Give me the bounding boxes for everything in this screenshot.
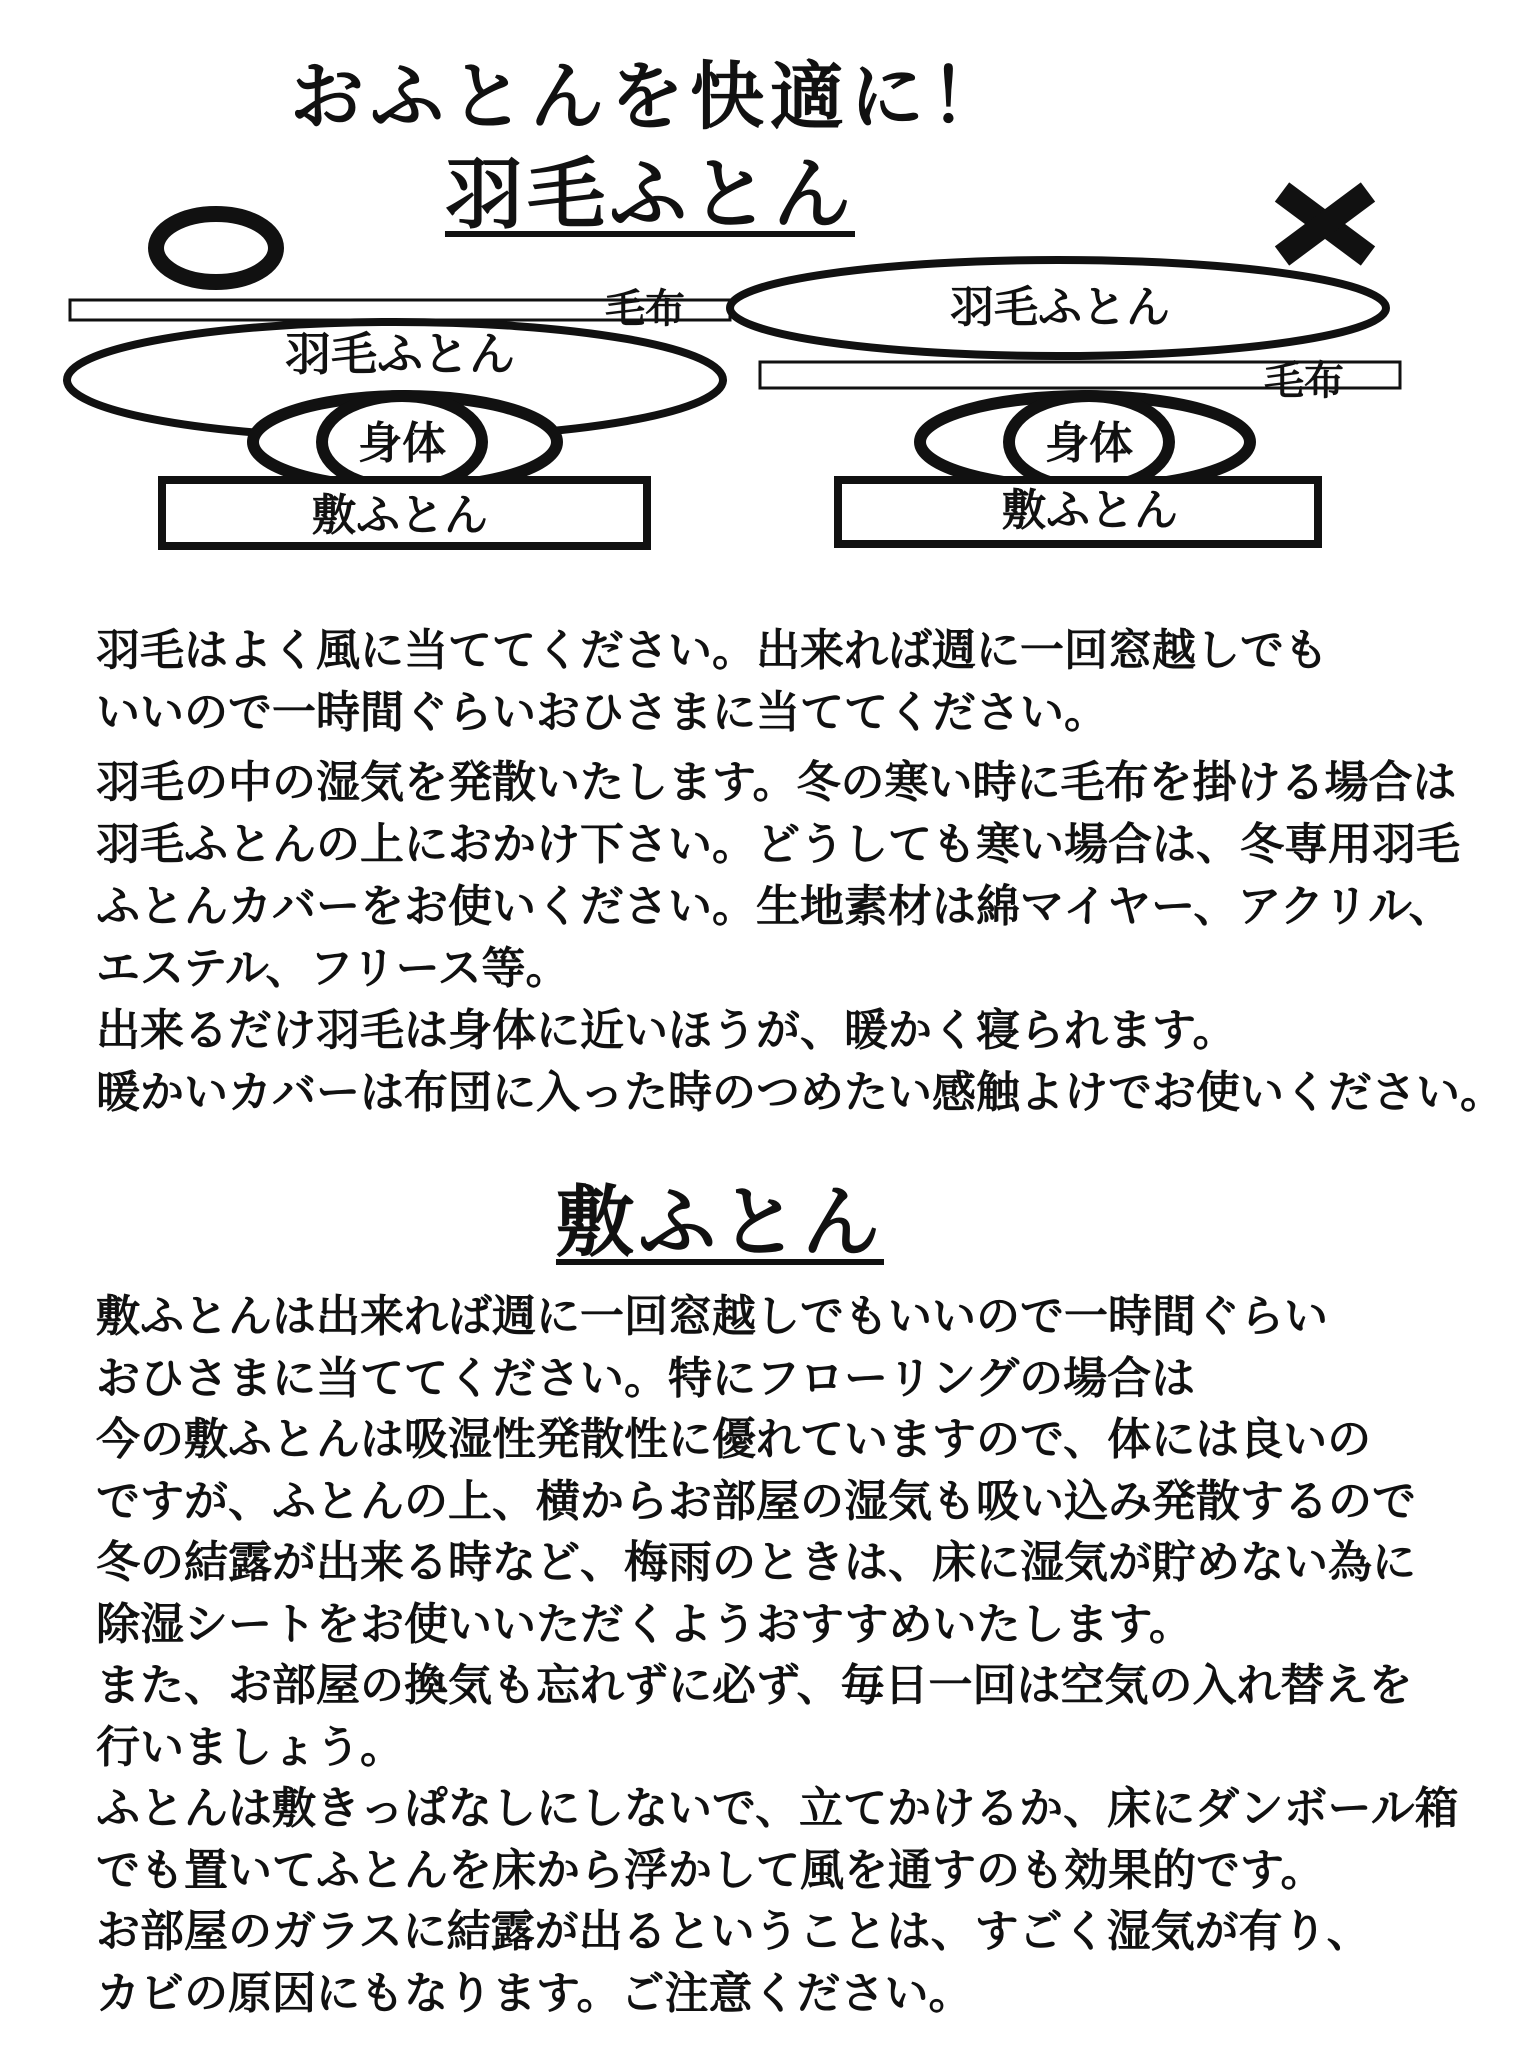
correct-layering-diagram xyxy=(67,214,730,546)
text-line: カビの原因にもなります。ご注意ください。 xyxy=(96,1967,973,2019)
down-futon-label: 羽毛ふとん xyxy=(285,327,515,381)
text-line: また、お部屋の換気も忘れずに必ず、毎日一回は空気の入れ替えを xyxy=(96,1660,1413,1711)
text-line: 羽毛はよく風に当ててください。出来れば週に一回窓越しでも xyxy=(96,625,1328,676)
shiki-futon-label: 敷ふとん xyxy=(1002,485,1178,536)
down-care-intro xyxy=(96,620,1516,744)
text-line: おひさまに当ててください。特にフローリングの場合は xyxy=(96,1352,1196,1404)
text-line: 行いましょう。 xyxy=(96,1721,404,1773)
text-line: ですが、ふとんの上、横からお部屋の湿気も吸い込み発散するので xyxy=(96,1475,1416,1527)
incorrect-mark-icon xyxy=(1282,192,1368,256)
shiki-care-text xyxy=(96,1286,1516,2024)
blanket-label: 毛布 xyxy=(605,285,685,332)
text-line: お部屋のガラスに結露が出るということは、すごく湿気が有り、 xyxy=(96,1906,1371,1957)
down-futon-heading: 羽毛ふとん xyxy=(444,149,855,240)
shiki-futon-label: 敷ふとん xyxy=(312,490,488,541)
text-line: 今の敷ふとんは吸湿性発散性に優れていますので、体には良いの xyxy=(96,1414,1372,1465)
text-line: 出来るだけ羽毛は身体に近いほうが、暖かく寝られます。 xyxy=(96,1005,1237,1056)
text-line: 敷ふとんは出来れば週に一回窓越しでもいいので一時間ぐらい xyxy=(96,1291,1328,1342)
body-label: 身体 xyxy=(358,418,446,469)
shiki-futon-heading: 敷ふとん xyxy=(555,1177,884,1268)
text-line: ふとんは敷きっぱなしにしないで、立てかけるか、床にダンボール箱 xyxy=(96,1783,1459,1834)
text-line: 暖かいカバーは布団に入った時のつめたい感触よけでお使いください。 xyxy=(96,1067,1504,1118)
text-line: 除湿シートをお使いいただくようおすすめいたします。 xyxy=(96,1598,1193,1650)
down-futon-label: 羽毛ふとん xyxy=(950,282,1170,333)
text-line: ふとんカバーをお使いください。生地素材は綿マイヤー、アクリル、 xyxy=(96,881,1453,932)
page-title: おふとんを快適に！ xyxy=(290,54,1010,140)
text-line: でも置いてふとんを床から浮かして風を通すのも効果的です。 xyxy=(96,1844,1325,1896)
correct-mark-icon xyxy=(156,214,276,282)
layering-diagram xyxy=(0,180,1527,560)
text-line: 冬の結露が出来る時など、梅雨のときは、床に湿気が貯めない為に xyxy=(96,1537,1416,1588)
down-care-details xyxy=(96,752,1516,1124)
body-label: 身体 xyxy=(1045,418,1133,469)
incorrect-layering-diagram xyxy=(730,192,1400,544)
text-line: 羽毛の中の湿気を発散いたします。冬の寒い時に毛布を掛ける場合は xyxy=(96,757,1457,808)
text-line: いいので一時間ぐらいおひさまに当ててください。 xyxy=(96,687,1108,738)
text-line: エステル、フリース等。 xyxy=(96,943,570,994)
text-line: 羽毛ふとんの上におかけ下さい。どうしても寒い場合は、冬専用羽毛 xyxy=(96,819,1460,870)
blanket-label: 毛布 xyxy=(1264,357,1344,404)
